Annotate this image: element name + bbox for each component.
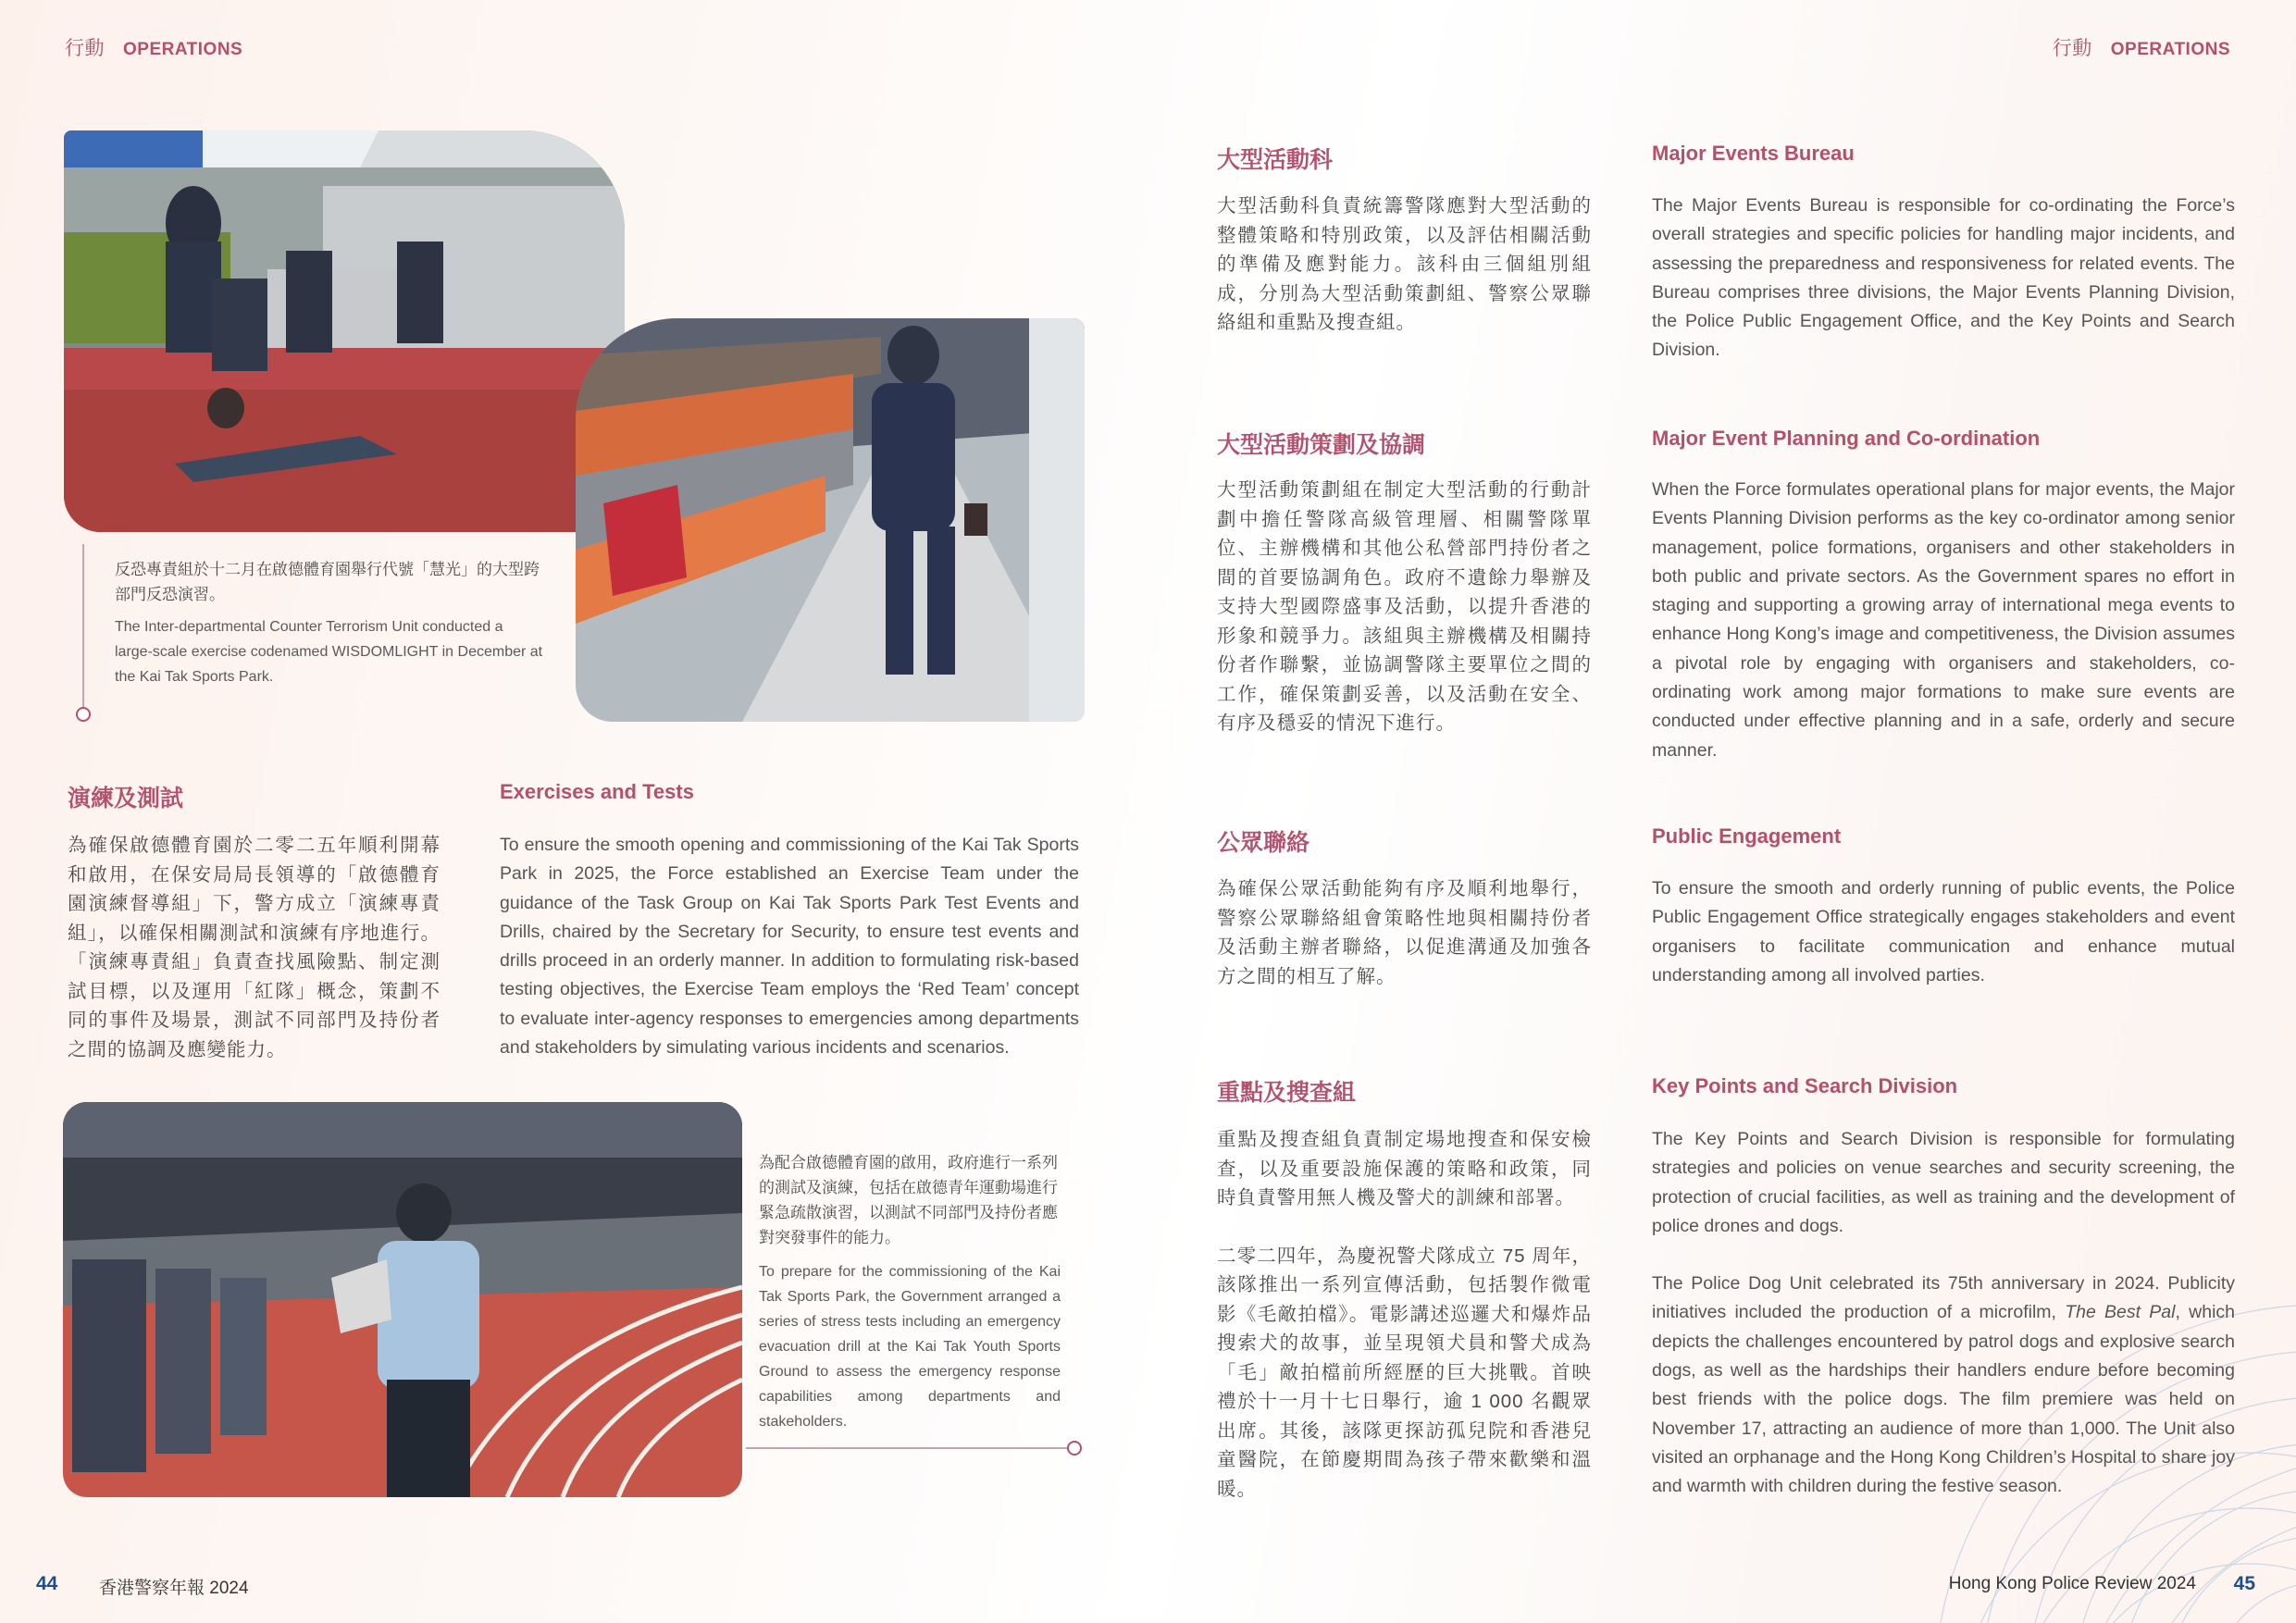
caption-rule	[746, 1447, 1072, 1449]
caption-marker-dot	[1067, 1441, 1082, 1456]
footer-publication-title-zh: 香港警察年報 2024	[99, 1579, 249, 1598]
paragraph-major-events-en: The Major Events Bureau is responsible for co-ordinating the Force’s overall strategies and specific policies for handling major incidents, and assessing the preparedness and responsiveness for related events. The Bureau comprises three divisions, the Major Events Planning Division, the Police Public Engagement Office, and the Key Points and Search Division.	[1652, 195, 2235, 361]
text-run: The Police Dog Unit celebrated its 75th anniversary in 2024. Publicity initiatives included the production of a microfilm,	[1652, 1273, 2235, 1323]
paragraph-public-engagement-en: To ensure the smooth and orderly running of public events, the Police Public Engagement Office strategically engages stakeholders and event organisers to facilitate communication and enhance mutual understanding among all involved parties.	[1652, 878, 2235, 985]
header-zh: 行動	[2052, 38, 2092, 59]
page-number-right: 45	[2233, 1573, 2255, 1594]
paragraph-planning-zh: 大型活動策劃組在制定大型活動的行動計劃中擔任警隊高級管理層、相關警隊單位、主辦機構和其他公私營部門持份者之間的首要協調角色。政府不遺餘力舉辦及支持大型國際盛事及活動，以提升香港的形象和競爭力。該組與主辦機構及相關持份者作聯繫，並協調警隊主要單位之間的工作，確保策劃妥善，以及活動在安全、有序及穩妥的情況下進行。	[1217, 479, 1592, 734]
paragraph-exercises-en: To ensure the smooth opening and commissioning of the Kai Tak Sports Park in 2025, the Force established an Exercise Team under the guidance of the Task Group on Kai Tak Sports Park Test Events and Drills, chaired by the Secretary for Security, to ensure test events and drills proceed in an orderly manner. In addition to formulating risk-based testing objectives, the Exercise Team employs the ‘Red Team’ concept to evaluate inter-agency responses to emergencies among departments and stakeholders by simulating various incidents and scenarios.	[500, 835, 1079, 1059]
heading-public-engagement-en: Public Engagement	[1652, 824, 1842, 848]
key-points-en-body	[1652, 1125, 2235, 1502]
text-run: , which depicts the challenges encountered by patrol dogs and explosive search dogs, as well as the hardships their handlers endure before becoming best friends with the police dogs. The film premiere was held on November 17, attracting an audience of more than 1,000. The Unit also visited an orphanage and the Hong Kong Children’s Hospital to share joy and warmth with children during the festive season.	[1652, 1302, 2235, 1497]
film-title: The Best Pal	[2065, 1302, 2176, 1323]
caption-rule	[82, 544, 84, 720]
page-number-left: 44	[36, 1573, 58, 1594]
paragraph-police-dog-en	[1652, 1270, 2235, 1501]
heading-major-events-zh: 大型活動科	[1217, 147, 1334, 173]
paragraph-key-points-zh: 重點及搜查組負責制定場地搜查和保安檢查，以及重要設施保護的策略和政策，同時負責警用無人機及警犬的訓練和部署。	[1217, 1129, 1592, 1208]
footer-publication-title-en: Hong Kong Police Review 2024	[1948, 1574, 2196, 1593]
key-points-zh-body	[1217, 1125, 1592, 1504]
caption-zh: 為配合啟德體育園的啟用，政府進行一系列的測試及演練，包括在啟德青年運動場進行緊急疏散演習，以測試不同部門及持份者應對突發事件的能力。	[759, 1154, 1058, 1246]
running-header-left	[65, 33, 242, 61]
heading-key-points-zh: 重點及搜查組	[1217, 1080, 1357, 1106]
paragraph-major-events-zh: 大型活動科負責統籌警隊應對大型活動的整體策略和特別政策，以及評估相關活動的準備及應對能力。該科由三個組別組成，分別為大型活動策劃組、警察公眾聯絡組和重點及搜查組。	[1217, 195, 1592, 333]
header-en: OPERATIONS	[2110, 40, 2230, 59]
caption-en: The Inter-departmental Counter Terrorism Unit conducted a large-scale exercise codenamed WISDOMLIGHT in December at the Kai Tak Sports Park.	[115, 619, 543, 685]
caption-en: To prepare for the commissioning of the Kai Tak Sports Park, the Government arranged a series of stress tests including an emergency evacuation drill at the Kai Tak Youth Sports Ground to assess the emergency response capabilities among departments and stakeholders.	[759, 1264, 1061, 1430]
paragraph-key-points-en: The Key Points and Search Division is responsible for formulating strategies and policies on venue searches and security screening, the protection of crucial facilities, as well as training and the development of police drones and dogs.	[1652, 1129, 2235, 1236]
paragraph-exercises-zh: 為確保啟德體育園於二零二五年順利開幕和啟用，在保安局局長領導的「啟德體育園演練督導組」下，警方成立「演練專責組」，以確保相關測試和演練有序地進行。「演練專責組」負責查找風險點、制定測試目標，以及運用「紅隊」概念，策劃不同的事件及場景，測試不同部門及持份者之間的協調及應變能力。	[68, 835, 441, 1060]
caption-counter-terrorism	[115, 557, 544, 689]
paragraph-public-engagement-zh: 為確保公眾活動能夠有序及順利地舉行，警察公眾聯絡組會策略性地與相關持份者及活動主辦者聯絡，以促進溝通及加強各方之間的相互了解。	[1217, 878, 1592, 987]
paragraph-police-dog-zh: 二零二四年，為慶祝警犬隊成立 75 周年，該隊推出一系列宣傳活動，包括製作微電影《毛敵拍檔》。電影講述巡邏犬和爆炸品搜索犬的故事，並呈現領犬員和警犬成為「毛」敵拍檔前所經歷的巨大挑戰。首映禮於十一月十七日舉行，逾 1 000 名觀眾出席。其後，該隊更探訪孤兒院和香港兒童醫院，在節慶期間為孩子帶來歡樂和溫暖。	[1217, 1245, 1592, 1500]
photo-evacuation-drill	[63, 1102, 742, 1497]
heading-key-points-en: Key Points and Search Division	[1652, 1074, 1958, 1097]
heading-major-events-en: Major Events Bureau	[1652, 142, 1855, 165]
header-en: OPERATIONS	[123, 40, 243, 59]
running-header-right	[2053, 33, 2230, 61]
caption-evacuation-drill	[759, 1150, 1061, 1434]
heading-planning-zh: 大型活動策劃及協調	[1217, 432, 1426, 458]
paragraph-planning-en: When the Force formulates operational plans for major events, the Major Events Planning Division performs as the key co-ordinator among senior management, police formations, organisers and other stakeholders in both public and private sectors. As the Government spares no effort in staging and supporting a growing array of international mega events to enhance Hong Kong’s image and competitiveness, the Division assumes a pivotal role by engaging with organisers and stakeholders, co-ordinating work among major formations to make sure events are conducted under effective planning and in a safe, orderly and secure manner.	[1652, 479, 2235, 761]
heading-planning-en: Major Event Planning and Co-ordination	[1652, 427, 2041, 450]
heading-exercises-en: Exercises and Tests	[500, 780, 694, 803]
caption-marker-dot	[76, 707, 91, 722]
heading-public-engagement-zh: 公眾聯絡	[1217, 830, 1310, 856]
photo-counter-terrorism-exercise	[64, 130, 625, 532]
heading-exercises-zh: 演練及測試	[68, 786, 184, 812]
photo-bomb-disposal-officer	[576, 318, 1085, 722]
header-zh: 行動	[65, 38, 105, 59]
caption-zh: 反恐專責組於十二月在啟德體育園舉行代號「慧光」的大型跨部門反恐演習。	[115, 561, 540, 603]
